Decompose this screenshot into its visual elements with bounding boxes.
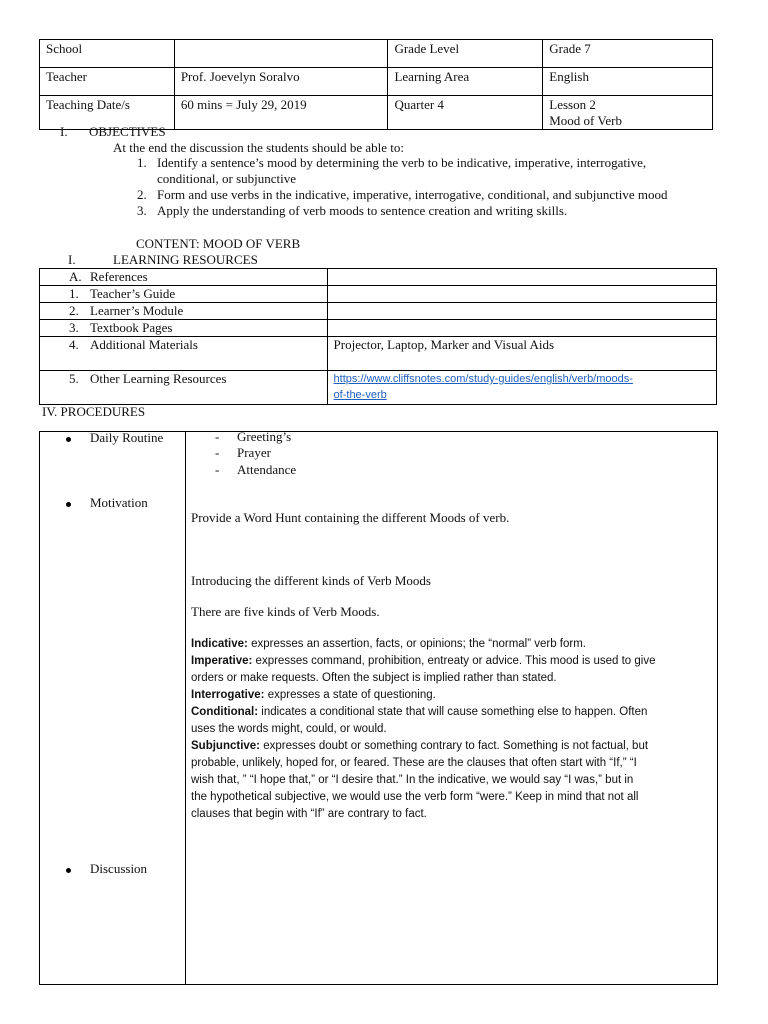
table-row [40,286,717,303]
objective-number: 2. [137,187,147,202]
header-cell-lesson [543,96,713,130]
mood-desc: expresses an assertion, facts, or opinions; the “normal” verb form. [247,638,587,650]
resource-key: 5. [69,371,79,386]
header-cell: Teaching Date/s [40,96,175,130]
procedures-column-divider [185,431,186,984]
resource-value [327,286,716,303]
header-cell: Quarter 4 [388,96,543,130]
header-cell: Grade Level [388,40,543,68]
header-cell: 60 mins = July 29, 2019 [174,96,388,130]
routine-text: Greeting’s [237,429,292,444]
header-cell: English [543,68,713,96]
link-line-1: https://www.cliffsnotes.com/study-guides/english/verb/moods- [333,373,633,385]
mood-desc: indicates a conditional state that will cause something else to happen. Often [258,706,648,718]
routine-text: Prayer [237,445,271,460]
resource-label: Other Learning Resources [90,371,227,386]
dash-marker: - [215,462,220,477]
header-cell: Teacher [40,68,175,96]
mood-desc-cont: probable, unlikely, hoped for, or feared. These are the clauses that often start with “If,” “I [191,757,637,769]
resource-value: Projector, Laptop, Marker and Visual Aids [327,337,716,371]
routine-item [215,429,292,445]
mood-desc: expresses a state of questioning. [264,689,436,701]
resource-value [327,303,716,320]
objectives-list [137,155,717,219]
header-cell: School [40,40,175,68]
table-row [40,320,717,337]
resource-label: Learner’s Module [90,303,184,318]
resources-number: I. [68,252,76,267]
learning-resources-table [39,268,717,405]
mood-term: Imperative: [191,655,253,667]
table-row [40,303,717,320]
resource-label-cell [40,286,328,303]
header-cell: Prof. Joevelyn Soralvo [174,68,388,96]
mood-desc-cont: orders or make requests. Often the subject is implied rather than stated. [191,672,557,684]
objective-number: 1. [137,155,147,170]
motivation-item [90,495,148,511]
motivation-text: Provide a Word Hunt containing the different Moods of verb. [191,510,510,525]
mood-term: Interrogative: [191,689,265,701]
resource-label-cell [40,371,328,405]
intro-text: Introducing the different kinds of Verb Moods [191,573,431,588]
objectives-number: I. [60,124,68,139]
table-row [40,337,717,371]
objective-text: Identify a sentence’s mood by determining the verb to be indicative, imperative, interrogative, [157,155,647,170]
dash-marker: - [215,429,220,444]
routine-text: Attendance [237,462,297,477]
mood-desc: expresses command, prohibition, entreaty or advice. This mood is used to give [252,655,656,667]
motivation-label: Motivation [90,495,148,510]
resource-label-cell [40,320,328,337]
daily-routine-label: Daily Routine [90,430,164,445]
resource-label: Teacher’s Guide [90,286,176,301]
objective-text-cont: conditional, or subjunctive [157,171,297,186]
content-heading: CONTENT: MOOD OF VERB [136,236,301,251]
header-cell: Grade 7 [543,40,713,68]
link-line-2: of-the-verb [333,389,387,401]
header-cell: Learning Area [388,68,543,96]
routine-item [215,445,271,461]
resource-label-cell [40,337,328,371]
mood-desc-cont: wish that, ” “I hope that,” or “I desire that.” In the indicative, we would say “I was,” but in [191,774,634,786]
bullet-dot [66,437,71,442]
lesson-title: Mood of Verb [549,113,622,128]
discussion-label: Discussion [90,861,148,876]
resource-key: A. [69,269,82,284]
discussion-item [90,861,147,877]
objective-item [137,155,717,187]
bullet-dot [66,502,71,507]
mood-conditional [191,704,711,721]
routine-item [215,462,297,478]
objective-item [137,203,717,219]
procedures-heading: IV. PROCEDURES [42,404,146,419]
objectives-heading: OBJECTIVES [89,124,166,139]
mood-subjunctive [191,738,711,755]
resource-value [327,320,716,337]
mood-imperative [191,653,711,670]
resource-label: Additional Materials [90,337,198,352]
cliffsnotes-link[interactable] [334,371,716,403]
five-kinds-text: There are five kinds of Verb Moods. [191,604,380,619]
resources-heading: LEARNING RESOURCES [113,252,258,267]
resource-key: 2. [69,303,79,318]
mood-desc-cont: the hypothetical subjective, we would use the verb form “were.” Keep in mind that not all [191,791,639,803]
mood-indicative [191,636,711,653]
objective-number: 3. [137,203,147,218]
mood-desc: expresses doubt or something contrary to fact. Something is not factual, but [260,740,649,752]
objective-text: Apply the understanding of verb moods to sentence creation and writing skills. [157,203,568,218]
lesson-number: Lesson 2 [549,97,596,112]
resource-key: 3. [69,320,79,335]
lesson-header-table [39,39,713,130]
resource-key: 1. [69,286,79,301]
daily-routine-item [90,430,163,446]
header-cell [174,40,388,68]
mood-desc-cont: clauses that begin with “If” are contrary to fact. [191,808,427,820]
resource-link-cell [327,371,716,405]
mood-term: Subjunctive: [191,740,261,752]
resource-value [327,269,716,286]
mood-term: Conditional: [191,706,259,718]
objectives-intro: At the end the discussion the students should be able to: [113,140,405,155]
resource-label: Textbook Pages [90,320,173,335]
resource-label-cell [40,303,328,320]
table-row [40,269,717,286]
objective-item [137,187,717,203]
mood-desc-cont: uses the words might, could, or would. [191,723,387,735]
mood-interrogative [191,687,711,704]
objective-text: Form and use verbs in the indicative, imperative, interrogative, conditional, and subjunctive mood [157,187,668,202]
mood-definitions [191,636,711,823]
bullet-dot [66,868,71,873]
resource-key: 4. [69,337,79,352]
mood-term: Indicative: [191,638,248,650]
resource-label: References [90,269,148,284]
resource-label-cell [40,269,328,286]
dash-marker: - [215,445,220,460]
table-row [40,371,717,405]
